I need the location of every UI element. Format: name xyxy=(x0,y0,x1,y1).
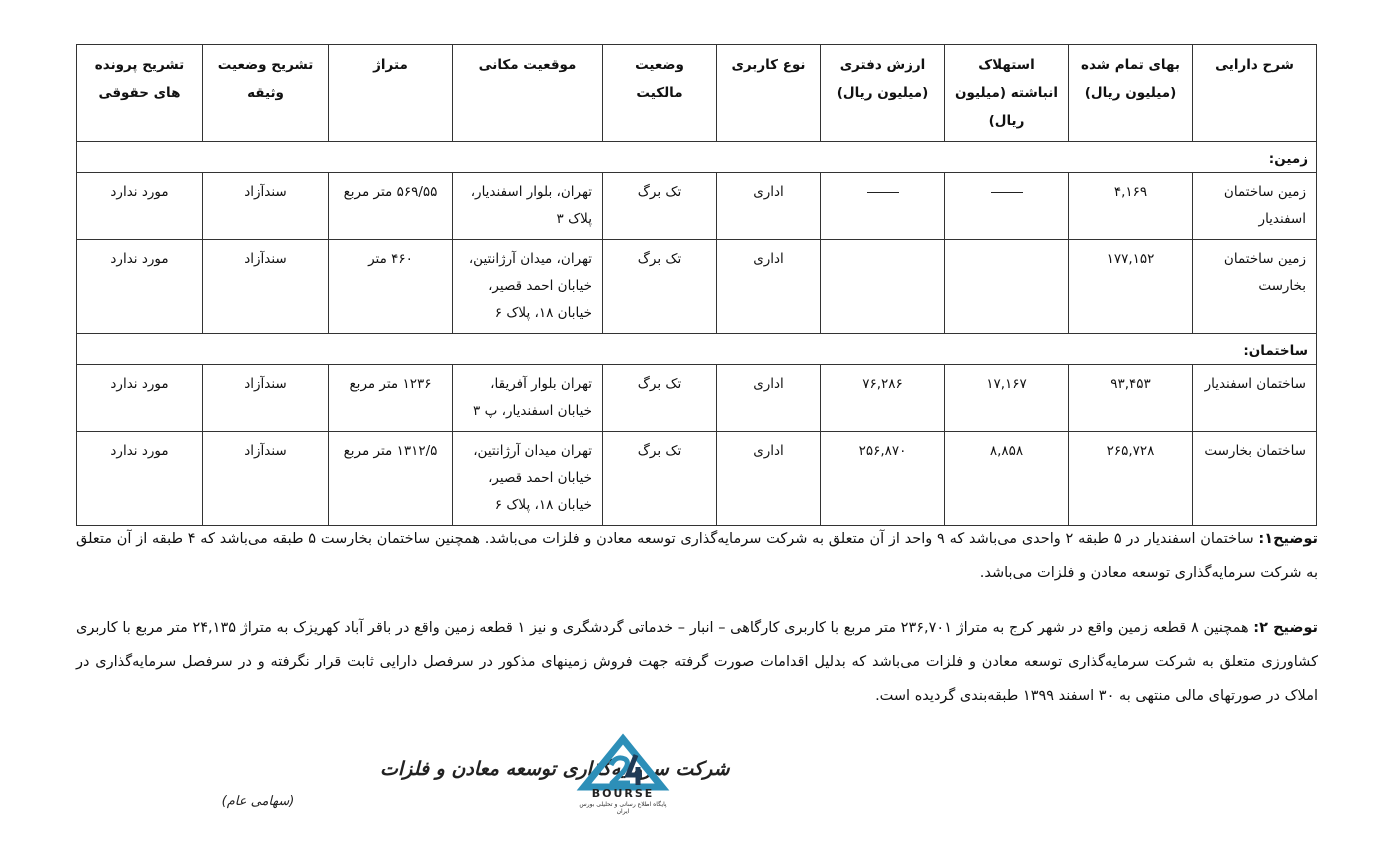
cell-book-value xyxy=(821,240,945,334)
section-row-land xyxy=(77,142,1317,173)
cell-location: تهران بلوار آفریقا، خیابان اسفندیار، پ ۳ xyxy=(453,365,603,432)
cell-collateral: سندآزاد xyxy=(203,240,329,334)
cell-usage: اداری xyxy=(717,365,821,432)
table-row xyxy=(77,240,1317,334)
cell-depreciation: ۱۷,۱۶۷ xyxy=(945,365,1069,432)
cell-location: تهران میدان آرژانتین، خیابان احمد قصیر، خیابان ۱۸، پلاک ۶ xyxy=(453,432,603,526)
cell-area: ۵۶۹/۵۵ متر مربع xyxy=(329,173,453,240)
cell-usage: اداری xyxy=(717,432,821,526)
signature-company-type: (سهامی عام) xyxy=(221,794,295,809)
fixed-assets-table xyxy=(76,44,1317,526)
signature-company-name: شرکت سرمایه‌گذاری توسعه معادن و فلزات xyxy=(380,758,730,780)
header-description: شرح دارایی xyxy=(1193,45,1317,142)
cell-description: زمین ساختمان بخارست xyxy=(1193,240,1317,334)
dash-mark xyxy=(867,192,899,193)
cell-usage: اداری xyxy=(717,240,821,334)
cell-collateral: سندآزاد xyxy=(203,432,329,526)
note-2-label: توضیح ۲: xyxy=(1253,620,1318,636)
cell-cost: ۴,۱۶۹ xyxy=(1069,173,1193,240)
header-collateral: تشریح وضعیت وثیقه xyxy=(203,45,329,142)
cell-book-value-dash xyxy=(821,173,945,240)
section-row-building xyxy=(77,334,1317,365)
note-1-label: توضیح۱: xyxy=(1258,531,1318,547)
cell-book-value: ۷۶,۲۸۶ xyxy=(821,365,945,432)
cell-depreciation-dash xyxy=(945,173,1069,240)
note-2 xyxy=(76,611,1318,713)
header-location: موقعیت مکانی xyxy=(453,45,603,142)
cell-depreciation: ۸,۸۵۸ xyxy=(945,432,1069,526)
table-row xyxy=(77,432,1317,526)
cell-usage: اداری xyxy=(717,173,821,240)
header-ownership: وضعیت مالکیت xyxy=(603,45,717,142)
section-title-building: ساختمان: xyxy=(77,334,1317,365)
header-book-value: ارزش دفتری (میلیون ریال) xyxy=(821,45,945,142)
cell-book-value: ۲۵۶,۸۷۰ xyxy=(821,432,945,526)
cell-description: ساختمان اسفندیار xyxy=(1193,365,1317,432)
cell-legal: مورد ندارد xyxy=(77,432,203,526)
cell-description: ساختمان بخارست xyxy=(1193,432,1317,526)
cell-depreciation xyxy=(945,240,1069,334)
table-row xyxy=(77,365,1317,432)
table-row xyxy=(77,173,1317,240)
note-1 xyxy=(76,522,1318,590)
cell-legal: مورد ندارد xyxy=(77,240,203,334)
cell-area: ۱۳۱۲/۵ متر مربع xyxy=(329,432,453,526)
header-cost: بهای تمام شده (میلیون ریال) xyxy=(1069,45,1193,142)
cell-area: ۴۶۰ متر xyxy=(329,240,453,334)
cell-ownership: تک برگ xyxy=(603,173,717,240)
cell-legal: مورد ندارد xyxy=(77,173,203,240)
cell-ownership: تک برگ xyxy=(603,240,717,334)
logo-subtitle: پایگاه اطلاع رسانی و تحلیلی بورس ایران xyxy=(579,801,667,815)
cell-ownership: تک برگ xyxy=(603,432,717,526)
header-depreciation: استهلاک انباشته (میلیون ریال) xyxy=(945,45,1069,142)
cell-cost: ۲۶۵,۷۲۸ xyxy=(1069,432,1193,526)
note-2-text: همچنین ۸ قطعه زمین واقع در شهر کرج به متراژ ۲۳۶,۷۰۱ متر مربع با کاربری کارگاهی – انبار – خدماتی گردشگری و نیز ۱ قطعه زمین واقع در باقر آباد کهریزک به متراژ ۲۴,۱۳۵ متر مربع با کاربری کشاورزی متعلق به شرکت سرمایه‌گذاری توسعه معادن و فلزات می‌باشد که بدلیل اقدامات صورت گرفته جهت فروش زمینهای مذکور در سرفصل دارایی ثابت قرار نگرفته و در سرفصل سرمایه‌گذاری در املاک در صورتهای مالی منتهی به ۳۰ اسفند ۱۳۹۹ طبقه‌بندی گردیده است. xyxy=(76,620,1318,704)
cell-description: زمین ساختمان اسفندیار xyxy=(1193,173,1317,240)
cell-location: تهران، میدان آرژانتین، خیابان احمد قصیر، خیابان ۱۸، پلاک ۶ xyxy=(453,240,603,334)
cell-collateral: سندآزاد xyxy=(203,365,329,432)
cell-cost: ۹۳,۴۵۳ xyxy=(1069,365,1193,432)
cell-legal: مورد ندارد xyxy=(77,365,203,432)
logo-word: BOURSE xyxy=(591,787,655,800)
cell-location: تهران، بلوار اسفندیار، پلاک ۳ xyxy=(453,173,603,240)
table-header-row xyxy=(77,45,1317,142)
header-legal: تشریح پرونده های حقوقی xyxy=(77,45,203,142)
dash-mark xyxy=(991,192,1023,193)
note-1-text: ساختمان اسفندیار در ۵ طبقه ۲ واحدی می‌باشد که ۹ واحد از آن متعلق به شرکت سرمایه‌گذاری توسعه معادن و فلزات می‌باشد. همچنین ساختمان بخارست ۵ طبقه می‌باشد که ۴ طبقه از آن متعلق به شرکت سرمایه‌گذاری توسعه معادن و فلزات می‌باشد. xyxy=(76,531,1318,581)
cell-collateral: سندآزاد xyxy=(203,173,329,240)
cell-cost: ۱۷۷,۱۵۲ xyxy=(1069,240,1193,334)
section-title-land: زمین: xyxy=(77,142,1317,173)
cell-area: ۱۲۳۶ متر مربع xyxy=(329,365,453,432)
cell-ownership: تک برگ xyxy=(603,365,717,432)
header-usage: نوع کاربری xyxy=(717,45,821,142)
header-area: متراژ xyxy=(329,45,453,142)
